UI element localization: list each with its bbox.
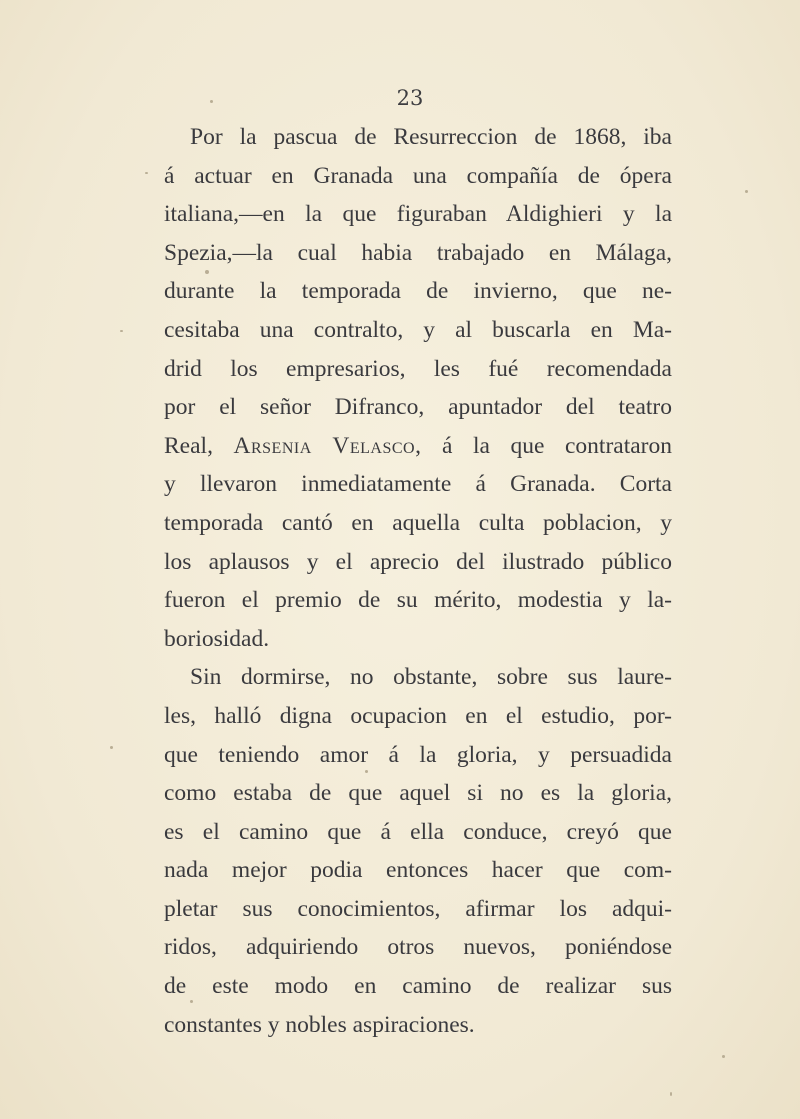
text-line: por el señor Difranco, apuntador del teatro <box>164 394 672 421</box>
text-line: drid los empresarios, les fué recomendada <box>164 355 672 382</box>
paper-speck <box>745 190 748 193</box>
paper-speck <box>210 100 213 103</box>
text-line-with-name <box>164 427 672 466</box>
text-line: fueron el premio de su mérito, modestia y la- <box>164 587 672 614</box>
text-line: Sin dormirse, no obstante, sobre sus laure- <box>190 664 672 691</box>
text-line: y llevaron inmediatamente á Granada. Corta <box>164 471 672 498</box>
person-name: Arsenia Velasco, <box>233 432 422 459</box>
text-fragment: Real, <box>164 432 234 459</box>
text-line: de este modo en camino de realizar sus <box>164 973 672 1000</box>
text-line: Por la pascua de Resurreccion de 1868, iba <box>190 124 672 150</box>
text-line: durante la temporada de invierno, que ne- <box>164 278 672 305</box>
text-line: Spezia,—la cual habia trabajado en Málaga, <box>164 239 672 266</box>
text-line: los aplausos y el aprecio del ilustrado público <box>164 548 672 575</box>
text-line: nada mejor podia entonces hacer que com- <box>164 857 672 884</box>
text-line: á actuar en Granada una compañía de ópera <box>164 162 672 189</box>
text-line: ridos, adquiriendo otros nuevos, poniéndose <box>164 934 672 961</box>
text-fragment: á la que contrataron <box>442 432 672 459</box>
paper-speck <box>120 330 123 332</box>
paragraph-1 <box>164 118 672 658</box>
text-line: como estaba de que aquel si no es la gloria, <box>164 780 672 807</box>
paper-speck <box>205 270 209 274</box>
paper-speck <box>670 1092 672 1096</box>
paper-speck <box>110 746 113 749</box>
body-text <box>164 118 672 1044</box>
text-line: constantes y nobles aspiraciones. <box>164 1011 475 1038</box>
page-number: 23 <box>396 86 424 110</box>
text-line: cesitaba una contralto, y al buscarla en Ma- <box>164 316 672 343</box>
paragraph-2 <box>164 658 672 1044</box>
text-line: pletar sus conocimientos, afirmar los adqui- <box>164 895 672 922</box>
text-line: les, halló digna ocupacion en el estudio, por- <box>164 702 672 729</box>
paper-speck <box>145 172 148 174</box>
text-line: temporada cantó en aquella culta poblacion, y <box>164 509 672 536</box>
paper-speck <box>190 1000 193 1003</box>
text-line: italiana,—en la que figuraban Aldighieri y la <box>164 201 672 228</box>
text-line: es el camino que á ella conduce, creyó que <box>164 818 672 845</box>
paper-speck <box>365 770 368 773</box>
paper-speck <box>722 1055 725 1058</box>
text-line: boriosidad. <box>164 625 270 652</box>
text-line: que teniendo amor á la gloria, y persuadida <box>164 741 672 768</box>
